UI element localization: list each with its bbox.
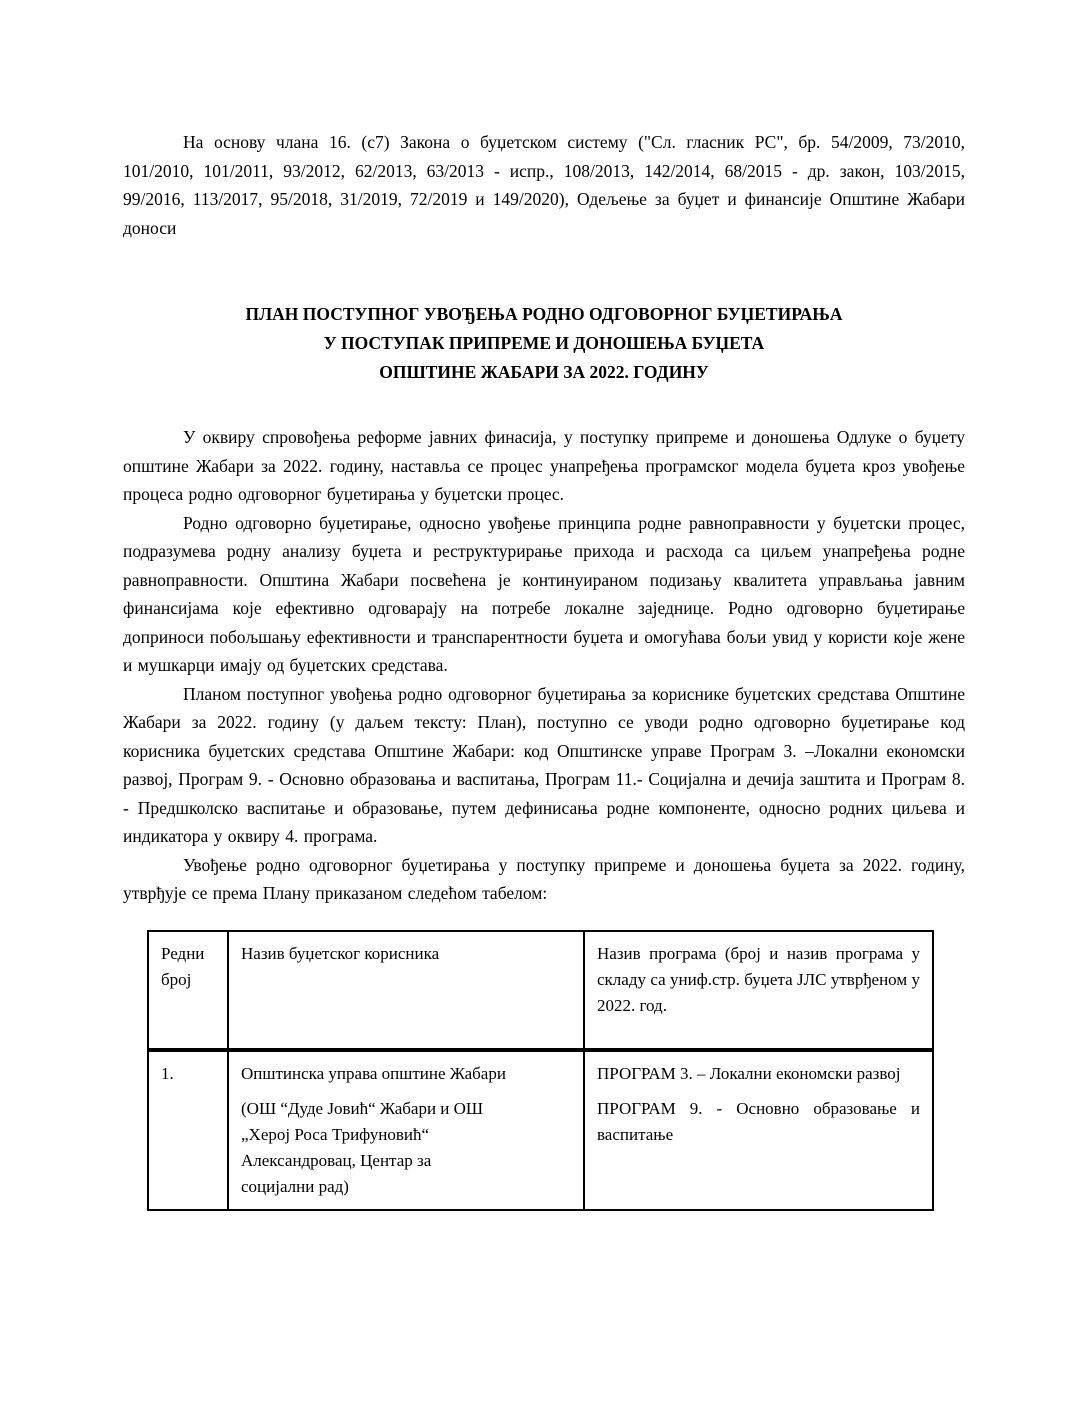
plan-table [147, 930, 934, 1211]
program-1-text: ПРОГРАМ 3. – Локални економски развој [597, 1063, 901, 1083]
body-paragraph-2: Родно одговорно буџетирање, односно увођење принципа родне равноправности у буџетски процес, подразумева родну анализу буџета и реструктурирање прихода и расхода са циљем унапређења родне равноправности. Општина Жабари посвећена је континуираном подизању квалитета управљања јавним финансијама које ефективно одговарају на потребе локалне заједнице. Родно одговорно буџетирање доприноси побољшању ефективности и транспарентности буџета и омогућава бољи увид у користи које жене и мушкарци имају од буџетских средстава. [123, 512, 965, 675]
title-line-1: ПЛАН ПОСТУПНОГ УВОЂЕЊА РОДНО ОДГОВОРНОГ БУЏЕТИРАЊА [245, 304, 843, 324]
intro-paragraph: На основу члана 16. (с7) Закона о буџетском систему ("Сл. гласник РС", бр. 54/2009, 73/2010, 101/2010, 101/2011, 93/2012, 62/2013, 63/2013 - испр., 108/2013, 142/2014, 68/2015 - др. закон, 103/2015, 99/2016, 113/2017, 95/2018, 31/2019, 72/2019 и 149/2020), Одељење за буџет и финансије Општине Жабари доноси [123, 132, 965, 238]
body-paragraph-3: Планом поступног увођења родно одговорног буџетирања за кориснике буџетских средстава Општине Жабари за 2022. годину (у даљем тексту: План), поступно се уводи родно одговорно буџетирање код корисника буџетских средстава Општине Жабари: код Општинске управе Програм 3. –Локални економски развој, Програм 9. - Основно образовања и васпитања, Програм 11.- Социјална и дечија заштита и Програм 8. - Предшколско васпитање и образовање, путем дефинисања родне компоненте, односно родних циљева и индикатора у оквиру 4. програма. [123, 683, 965, 846]
table-header-row [148, 931, 933, 1050]
document-title [123, 300, 965, 387]
body-paragraph-4: Увођење родно одговорног буџетирања у поступку припреме и доношења буџета за 2022. годину, утврђује се према Плану приказаном следећом табелом: [123, 854, 965, 903]
cell-beneficiary [228, 1050, 584, 1210]
title-line-2: У ПОСТУПАК ПРИПРЕМЕ И ДОНОШЕЊА БУЏЕТА [323, 333, 765, 353]
beneficiary-detail-text: (ОШ “Дуде Јовић“ Жабари и ОШ „Херој Роса Трифуновић“ Александровац, Центар за социјални рад) [241, 1098, 484, 1196]
beneficiary-main-text: Општинска управа општине Жабари [241, 1063, 506, 1083]
plan-table-wrapper [147, 930, 965, 1211]
cell-row-number: 1. [148, 1050, 228, 1210]
document-content [123, 0, 965, 1211]
cell-programs [584, 1050, 933, 1210]
program-2-text: ПРОГРАМ 9. - Основно образовање и васпитање [597, 1098, 920, 1144]
header-cell-ordinal-number: Редни број [148, 931, 228, 1050]
header-cell-program-name: Назив програма (број и назив програма у складу са униф.стр. буџета ЈЛС утврђеном у 2022. год. [584, 931, 933, 1050]
body-paragraph-1: У оквиру спровођења реформе јавних финасија, у поступку припреме и доношења Одлуке о буџету општине Жабари за 2022. годину, наставља се процес унапређења програмског модела буџета кроз увођење процеса родно одговорног буџетирања у буџетски процес. [123, 427, 965, 504]
header-cell-beneficiary-name: Назив буџетског корисника [228, 931, 584, 1050]
table-row [148, 1050, 933, 1210]
title-line-3: ОПШТИНЕ ЖАБАРИ ЗА 2022. ГОДИНУ [379, 362, 709, 382]
